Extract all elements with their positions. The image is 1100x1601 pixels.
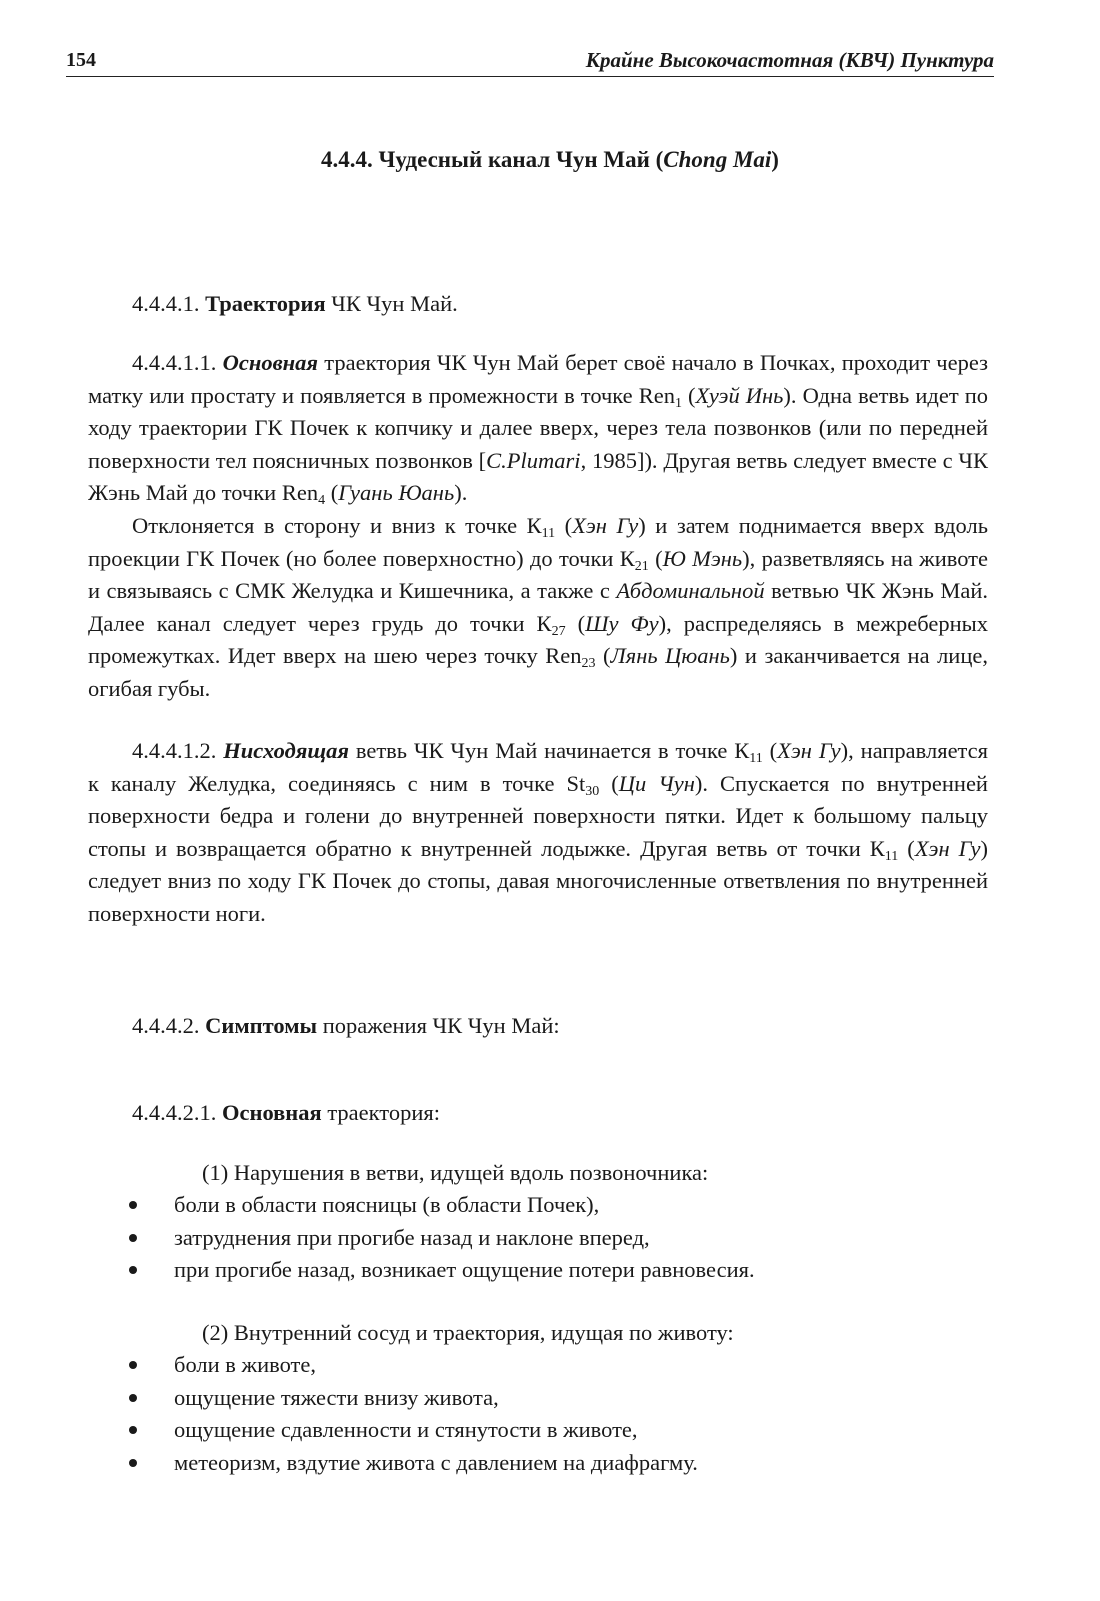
italic-text: Лянь Цюань bbox=[610, 643, 730, 668]
heading-number: 4.4.4.1. bbox=[132, 291, 206, 316]
text: ), направляется к каналу Желудка, соединяясь с ним в точке St bbox=[88, 738, 988, 796]
italic-text: Хэн Гу bbox=[914, 835, 981, 861]
paragraph-main-trajectory bbox=[88, 347, 988, 510]
italic-text: Ци Чун bbox=[618, 770, 695, 796]
text: ( bbox=[599, 770, 619, 796]
heading-number: 4.4.4.2. bbox=[132, 1013, 206, 1038]
list-item: боли в животе, bbox=[126, 1349, 698, 1382]
text: , 1985]). Другая ветвь следует вместе с ЧК Жэнь Май до точки Ren bbox=[88, 447, 988, 505]
bullet-list-spine bbox=[126, 1189, 755, 1287]
subscript: 11 bbox=[884, 848, 899, 864]
list-intro-abdomen: (2) Внутренний сосуд и траектория, идущая по животу: bbox=[202, 1320, 734, 1345]
heading-trajectory bbox=[132, 288, 458, 321]
text: ( bbox=[565, 610, 586, 636]
subscript: 11 bbox=[749, 751, 763, 766]
paragraph-number: 4.4.4.1.1. bbox=[132, 350, 223, 375]
subscript: 30 bbox=[585, 783, 600, 799]
text: ( bbox=[648, 545, 663, 571]
paragraph-number: 4.4.4.1.2. bbox=[132, 738, 224, 763]
heading-main-trajectory bbox=[132, 1097, 440, 1130]
italic-text: Шу Фу bbox=[585, 610, 659, 636]
list-intro-spine: (1) Нарушения в ветви, идущей вдоль позвоночника: bbox=[202, 1160, 709, 1185]
heading-rest: ЧК Чун Май. bbox=[325, 291, 458, 316]
text: ( bbox=[555, 513, 573, 538]
subscript: 23 bbox=[581, 656, 596, 671]
italic-text: Хэн Гу bbox=[777, 738, 841, 763]
heading-symptoms bbox=[132, 1010, 560, 1043]
section-title-end: ) bbox=[771, 147, 779, 172]
text: ветвь ЧК Чун Май начинается в точке К bbox=[348, 738, 750, 763]
text: ) и затем поднимается вверх вдоль проекции ГК Почек (но более поверхностно) до точки К bbox=[88, 513, 988, 571]
italic-text: Хэн Гу bbox=[572, 513, 639, 538]
heading-bold: Траектория bbox=[205, 291, 326, 316]
italic-text: Хуэй Инь bbox=[695, 382, 784, 408]
italic-text: Ю Мэнь bbox=[662, 545, 743, 571]
text: Отклоняется в сторону и вниз к точке К bbox=[132, 513, 542, 538]
italic-text: Гуань Юань bbox=[338, 480, 455, 505]
list-item: метеоризм, вздутие живота с давлением на диафрагму. bbox=[126, 1447, 698, 1480]
text: ), разветвляясь на животе и связываясь с СМК Желудка и Кишечника, а также с bbox=[88, 545, 988, 603]
subscript: 4 bbox=[318, 493, 326, 508]
heading-bold: Основная bbox=[222, 1100, 322, 1125]
text: ( bbox=[325, 480, 339, 505]
text: ) и заканчивается на лице, огибая губы. bbox=[88, 643, 988, 701]
heading-rest: траектория: bbox=[321, 1100, 440, 1125]
text: траектория ЧК Чун Май берет своё начало в Почках, проходит через матку или простату и появляется в промежности в точке Ren bbox=[88, 350, 988, 408]
running-title: Крайне Высокочастотная (КВЧ) Пунктура bbox=[585, 48, 994, 72]
section-title-latin: Chong Mai bbox=[663, 147, 772, 172]
text: ( bbox=[762, 738, 778, 763]
italic-text: C.Plumari bbox=[486, 447, 581, 473]
heading-rest: поражения ЧК Чун Май: bbox=[317, 1013, 560, 1038]
text: ). bbox=[454, 480, 468, 505]
paragraph-keyword: Основная bbox=[222, 350, 318, 375]
text: ). Спускается по внутренней поверхности бедра и голени до внутренней поверхности пятки. Идет к большому пальцу стопы и возвращается обратно к внутренней лодыжке. Другая ветвь от точки К bbox=[88, 770, 988, 861]
list-item: затруднения при прогибе назад и наклоне вперед, bbox=[126, 1222, 755, 1255]
text: ). Одна ветвь идет по ходу траектории ГК Почек к копчику и далее вверх, через тела позвонков (или по передней поверхности тел поясничных позвонков [ bbox=[88, 382, 989, 473]
paragraph-keyword: Нисходящая bbox=[223, 738, 349, 763]
heading-bold: Симптомы bbox=[205, 1013, 318, 1038]
text: ( bbox=[898, 835, 915, 861]
subscript: 27 bbox=[551, 623, 566, 639]
section-title bbox=[0, 144, 1100, 177]
italic-text: Абдоминальной bbox=[616, 578, 765, 603]
subscript: 1 bbox=[674, 395, 682, 411]
list-item: при прогибе назад, возникает ощущение потери равновесия. bbox=[126, 1254, 755, 1287]
paragraph-descending-branch bbox=[88, 735, 988, 930]
subscript: 21 bbox=[634, 558, 649, 574]
paragraph-main-trajectory-continued bbox=[88, 510, 988, 705]
heading-number: 4.4.4.2.1. bbox=[132, 1100, 222, 1125]
text: ( bbox=[681, 382, 696, 408]
text: ) следует вниз по ходу ГК Почек до стопы, давая многочисленные ответвления по внутренней поверхности ноги. bbox=[88, 835, 988, 926]
list-item: ощущение тяжести внизу живота, bbox=[126, 1382, 698, 1415]
list-item: боли в области поясницы (в области Почек), bbox=[126, 1189, 755, 1222]
text: ( bbox=[595, 643, 611, 668]
section-title-text: 4.4.4. Чудесный канал Чун Май ( bbox=[321, 147, 664, 172]
text: ), распределяясь в межреберных промежутках. Идет вверх на шею через точку Ren bbox=[88, 610, 988, 668]
page-number: 154 bbox=[66, 49, 96, 71]
subscript: 11 bbox=[541, 526, 556, 541]
list-item: ощущение сдавленности и стянутости в животе, bbox=[126, 1414, 698, 1447]
text: ветвью ЧК Жэнь Май. Далее канал следует через грудь до точки К bbox=[88, 578, 988, 636]
page-header bbox=[66, 40, 994, 77]
bullet-list-abdomen bbox=[126, 1349, 698, 1479]
